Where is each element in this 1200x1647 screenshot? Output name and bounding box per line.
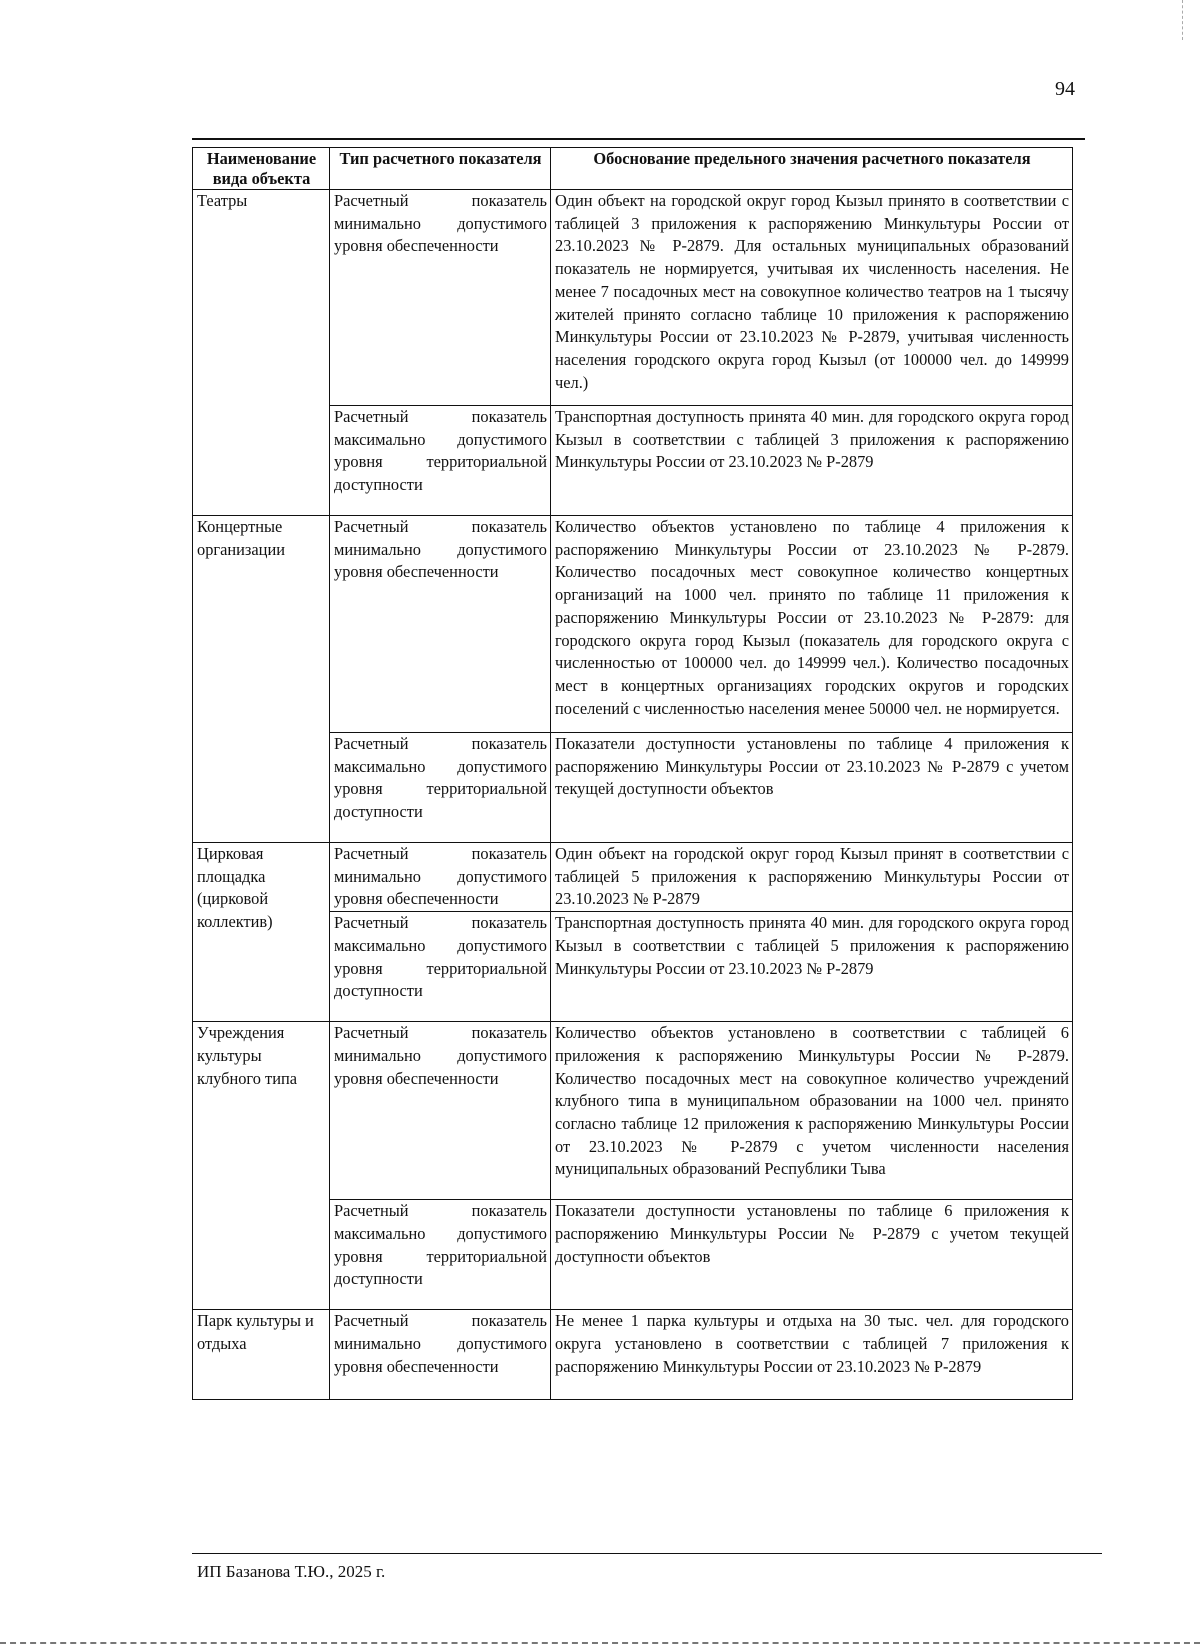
table-body (193, 190, 1073, 1400)
indicator-type-cell: Расчетный показатель максимально допустимого уровня территориальной доступности (330, 1200, 551, 1310)
table-row (193, 190, 1073, 406)
basis-cell: Количество объектов установлено по таблице 4 приложения к распоряжению Минкультуры России от 23.10.2023 № Р-2879. Количество посадочных мест совокупное количество концертных организаций на 1000 чел. принято по таблице 11 приложения к распоряжению Минкультуры России от 23.10.2023 № Р-2879: для городского округа город Кызыл (показатель для городского округа с численностью от 100000 чел. до 149999 чел.). Количество посадочных мест в концертных организациях городских округов и городских поселений с численностью населения менее 50000 чел. не нормируется. (551, 516, 1073, 733)
scan-edge-dashes (0, 1642, 1200, 1644)
basis-cell: Транспортная доступность принята 40 мин. для городского округа город Кызыл в соответствии с таблицей 5 приложения к распоряжению Минкультуры России от 23.10.2023 № Р-2879 (551, 912, 1073, 1022)
indicator-type-cell: Расчетный показатель максимально допустимого уровня территориальной доступности (330, 406, 551, 516)
basis-cell: Не менее 1 парка культуры и отдыха на 30 тыс. чел. для городского округа установлено в соответствии с таблицей 7 приложения к распоряжению Минкультуры России от 23.10.2023 № Р-2879 (551, 1310, 1073, 1400)
indicator-type-cell: Расчетный показатель минимально допустимого уровня обеспеченности (330, 1022, 551, 1200)
basis-cell: Один объект на городской округ город Кызыл принято в соответствии с таблицей 3 приложения к распоряжению Минкультуры России от 23.10.2023 № Р-2879. Для остальных муниципальных образований показатель не нормируется, учитывая их численность населения. Не менее 7 посадочных мест на совокупное количество театров на 1 тысячу жителей принято согласно таблице 10 приложения к распоряжению Минкультуры России от 23.10.2023 № Р-2879, учитывая численность населения городского округа город Кызыл (от 100000 чел. до 149999 чел.) (551, 190, 1073, 406)
scan-edge-mark (1182, 0, 1183, 40)
standards-table (192, 147, 1073, 1400)
table-row (193, 843, 1073, 912)
header-object-name: Наименование вида объекта (193, 148, 330, 190)
indicator-type-cell: Расчетный показатель минимально допустимого уровня обеспеченности (330, 843, 551, 912)
footer-text: ИП Базанова Т.Ю., 2025 г. (197, 1562, 386, 1581)
object-name-cell: Цирковая площадка (цирковой коллектив) (193, 843, 330, 1022)
basis-cell: Показатели доступности установлены по таблице 4 приложения к распоряжению Минкультуры России от 23.10.2023 № Р-2879 с учетом текущей доступности объектов (551, 733, 1073, 843)
object-name-cell: Учреждения культуры клубного типа (193, 1022, 330, 1310)
table-row (193, 1310, 1073, 1400)
page-number: 94 (1055, 78, 1075, 100)
table-header (193, 148, 1073, 190)
object-name-cell: Театры (193, 190, 330, 516)
table-row (193, 1022, 1073, 1200)
basis-cell: Один объект на городской округ город Кызыл принят в соответствии с таблицей 5 приложения к распоряжению Минкультуры России от 23.10.2023 № Р-2879 (551, 843, 1073, 912)
table-row (193, 516, 1073, 733)
indicator-type-cell: Расчетный показатель минимально допустимого уровня обеспеченности (330, 516, 551, 733)
header-basis: Обоснование предельного значения расчетного показателя (551, 148, 1073, 190)
indicator-type-cell: Расчетный показатель максимально допустимого уровня территориальной доступности (330, 912, 551, 1022)
header-rule (192, 138, 1085, 140)
indicator-type-cell: Расчетный показатель минимально допустимого уровня обеспеченности (330, 1310, 551, 1400)
basis-cell: Показатели доступности установлены по таблице 6 приложения к распоряжению Минкультуры России № Р-2879 с учетом текущей доступности объектов (551, 1200, 1073, 1310)
footer-rule (192, 1553, 1102, 1554)
header-indicator-type: Тип расчетного показателя (330, 148, 551, 190)
basis-cell: Транспортная доступность принята 40 мин. для городского округа город Кызыл в соответствии с таблицей 3 приложения к распоряжению Минкультуры России от 23.10.2023 № Р-2879 (551, 406, 1073, 516)
object-name-cell: Парк культуры и отдыха (193, 1310, 330, 1400)
indicator-type-cell: Расчетный показатель максимально допустимого уровня территориальной доступности (330, 733, 551, 843)
indicator-type-cell: Расчетный показатель минимально допустимого уровня обеспеченности (330, 190, 551, 406)
object-name-cell: Концертные организации (193, 516, 330, 843)
basis-cell: Количество объектов установлено в соответствии с таблицей 6 приложения к распоряжению Минкультуры России № Р-2879. Количество посадочных мест на совокупное количество учреждений клубного типа в муниципальном образовании на 1000 чел. принято согласно таблице 12 приложения к распоряжению Минкультуры России от 23.10.2023 № Р-2879 с учетом численности населения муниципальных образований Республики Тыва (551, 1022, 1073, 1200)
